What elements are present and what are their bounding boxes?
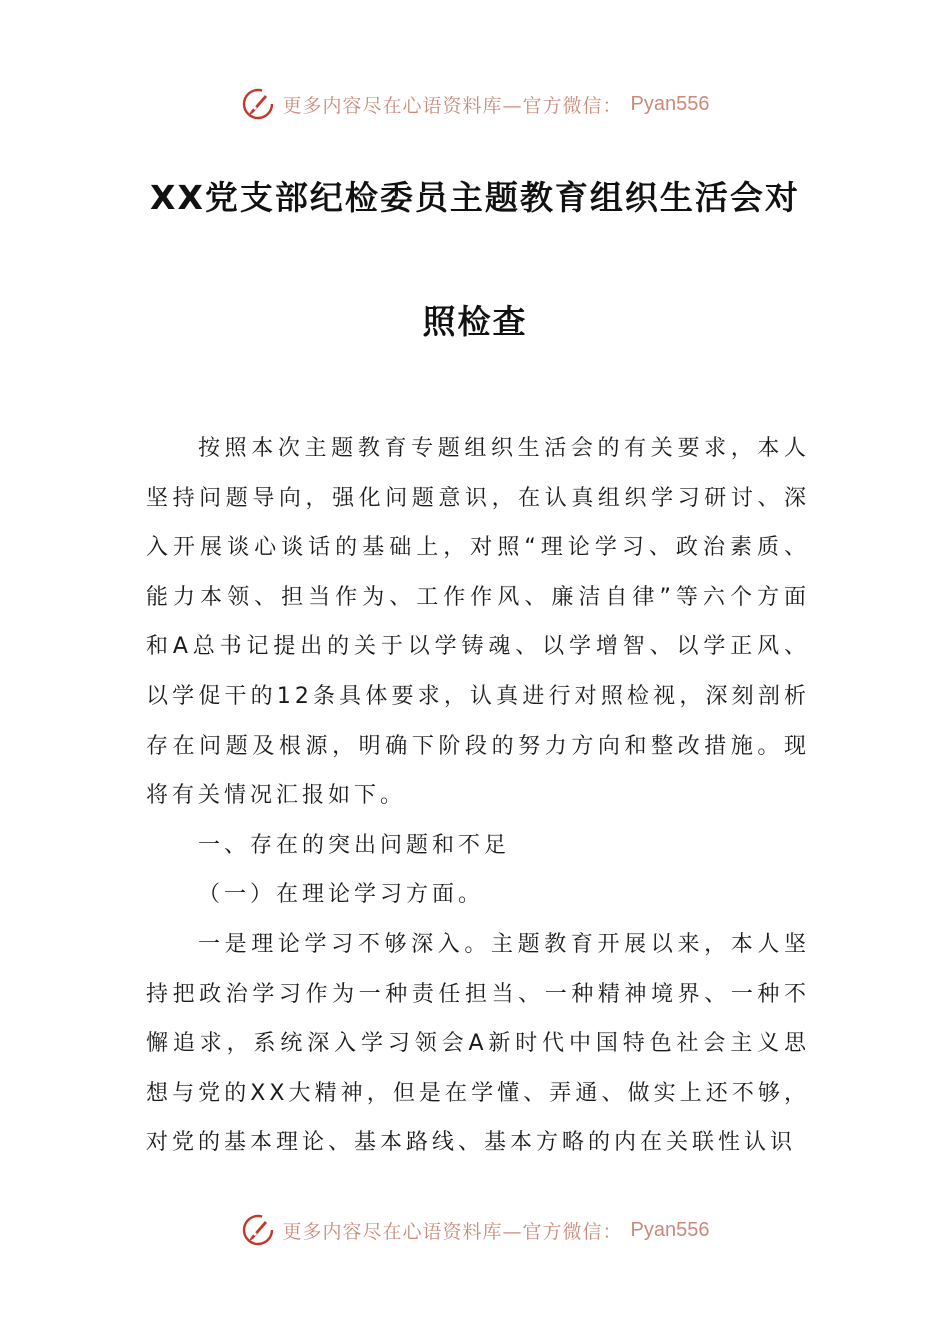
- quill-logo-icon: [241, 1213, 275, 1247]
- watermark-text: 更多内容尽在心语资料库—官方微信：: [282, 94, 623, 117]
- intro-paragraph: 按照本次主题教育专题组织生活会的有关要求，本人坚持问题导向，强化问题意识，在认真组织学习研讨、深入开展谈心谈话的基础上，对照“理论学习、政治素质、能力本领、担当作为、工作作风、廉洁自律”等六个方面和A总书记提出的关于以学铸魂、以学增智、以学正风、以学促干的12条具体要求，认真进行对照检视，深刻剖析存在问题及根源，明确下阶段的努力方向和整改措施。现将有关情况汇报如下。: [146, 436, 810, 809]
- document-body: [146, 424, 810, 1168]
- watermark-brand: Pyan556: [630, 92, 710, 115]
- document-title-line-2: 照检查: [422, 302, 528, 341]
- document-title-line-1: XX党支部纪检委员主题教育组织生活会对: [150, 178, 800, 217]
- subsection-heading: （一）在理论学习方面。: [198, 882, 485, 908]
- watermark-brand: Pyan556: [630, 1218, 710, 1241]
- section-heading: 一、存在的突出问题和不足: [198, 832, 511, 858]
- body-paragraph: 一是理论学习不够深入。主题教育开展以来，本人坚持把政治学习作为一种责任担当、一种精神境界、一种不懈追求，系统深入学习领会A新时代中国特色社会主义思想与党的XX大精神，但是在学懂、弄通、做实上还不够，对党的基本理论、基本路线、基本方略的内在关联性认识: [146, 931, 810, 1156]
- quill-logo-icon: [241, 87, 275, 121]
- watermark-text: 更多内容尽在心语资料库—官方微信：: [282, 1220, 623, 1243]
- watermark-header: [0, 84, 950, 124]
- watermark-footer: [0, 1210, 950, 1250]
